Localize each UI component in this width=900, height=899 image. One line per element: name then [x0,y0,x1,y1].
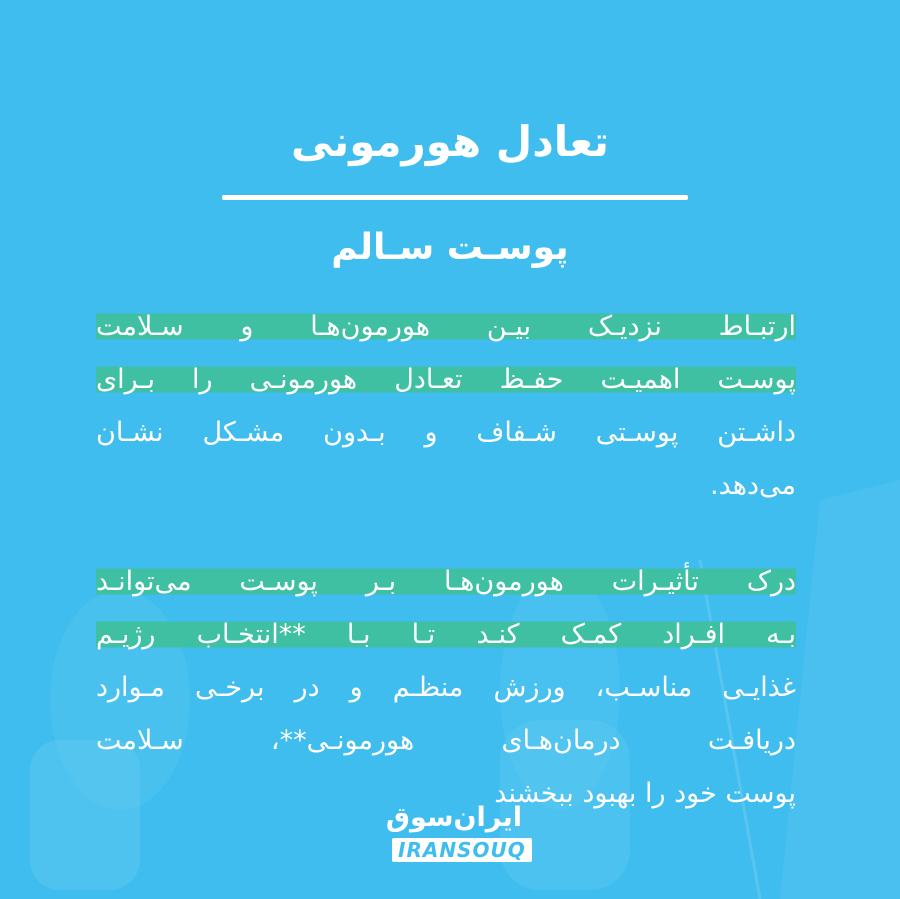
paragraph-line [96,353,796,406]
paragraph-line: پوست خود را بهبود ببخشند [494,778,796,809]
paragraph-line: داشـتن پوسـتی شـفاف و بـدون مشـکل نشـان [96,417,796,448]
paragraph-line: غذایـی مناسـب، ورزش منظـم و در برخـی مـوارد [96,672,796,703]
brand-logo [385,800,526,862]
highlighted-text: بـه افـراد کمـک کنـد تـا بـا **انتخـاب رژیـم [96,619,796,650]
highlighted-text: پوسـت اهمیـت حفـظ تعـادل هورمونـی را بـرای [96,364,796,395]
logo-latin-text: IRANSOUQ [392,838,532,862]
page-subtitle: پوسـت سـالم [331,227,569,268]
paragraph-hormone-link [96,300,796,512]
highlighted-text: ارتبـاط نزدیـک بیـن هورمون‌هـا و سـلامت [96,311,796,342]
paragraph-line: می‌دهد. [710,470,796,501]
page-title: تعادل هورمونی [290,117,610,166]
logo-persian-text: ایران‌سوق [385,802,522,833]
paragraph-line [96,300,796,353]
paragraph-line [96,608,796,661]
highlighted-text: درک تأثیـرات هورمون‌هـا بـر پوسـت می‌توانـد [96,566,796,597]
paragraph-hormone-effects [96,555,796,820]
paragraph-line: دریافـت درمان‌هـای هورمونـی**، سـلامت [96,725,796,756]
title-divider [222,195,688,200]
paragraph-line [96,555,796,608]
